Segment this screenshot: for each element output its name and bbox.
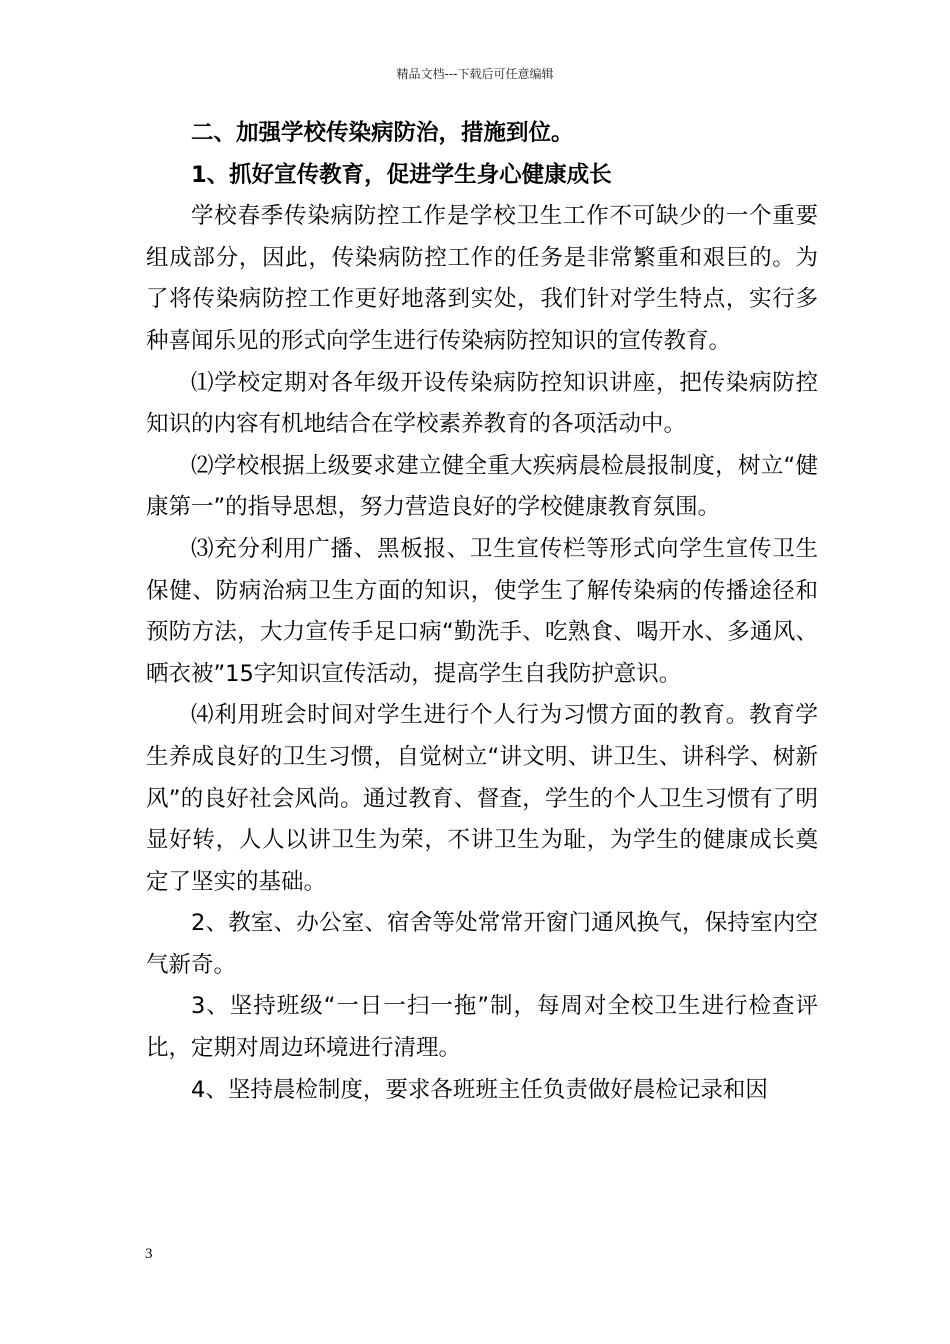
paragraph-item-2: ⑵学校根据上级要求建立健全重大疾病晨检晨报制度，树立“健康第一”的指导思想，努力营造良好的学校健康教育氛围。 xyxy=(146,452,818,521)
subsection-title: 1、抓好宣传教育，促进学生身心健康成长 xyxy=(191,161,612,188)
paragraph-item-3: ⑶充分利用广播、黑板报、卫生宣传栏等形式向学生宣传卫生保健、防病治病卫生方面的知识，使学生了解传染病的传播途径和预防方法，大力宣传手足口病“勤洗手、吃熟食、喝开水、多通风、晒衣被”15字知识宣传活动，提高学生自我防护意识。 xyxy=(146,535,818,687)
section-title: 二、加强学校传染病防治，措施到位。 xyxy=(191,120,574,146)
page-header: 精品文档---下载后可任意编辑 xyxy=(396,67,554,81)
paragraph-cleaning: 3、坚持班级“一日一扫一拖”制，每周对全校卫生进行检查评比，定期对周边环境进行清理。 xyxy=(146,993,818,1062)
paragraph-morning-check: 4、坚持晨检制度，要求各班班主任负责做好晨检记录和因 xyxy=(191,1076,768,1103)
page-number: 3 xyxy=(145,1246,153,1262)
paragraph-item-4: ⑷利用班会时间对学生进行个人行为习惯方面的教育。教育学生养成良好的卫生习惯，自觉树立“讲文明、讲卫生、讲科学、树新风”的良好社会风尚。通过教育、督查，学生的个人卫生习惯有了明显好转，人人以讲卫生为荣，不讲卫生为耻，为学生的健康成长奠定了坚实的基础。 xyxy=(146,702,818,895)
document-body xyxy=(146,113,818,1111)
paragraph-ventilation: 2、教室、办公室、宿舍等处常常开窗门通风换气，保持室内空气新奇。 xyxy=(146,910,818,978)
paragraph-intro: 学校春季传染病防控工作是学校卫生工作不可缺少的一个重要组成部分，因此，传染病防控工作的任务是非常繁重和艰巨的。为了将传染病防控工作更好地落到实处，我们针对学生特点，实行多种喜闻乐见的形式向学生进行传染病防控知识的宣传教育。 xyxy=(146,203,818,354)
paragraph-item-1: ⑴学校定期对各年级开设传染病防控知识讲座，把传染病防控知识的内容有机地结合在学校素养教育的各项活动中。 xyxy=(146,369,818,438)
